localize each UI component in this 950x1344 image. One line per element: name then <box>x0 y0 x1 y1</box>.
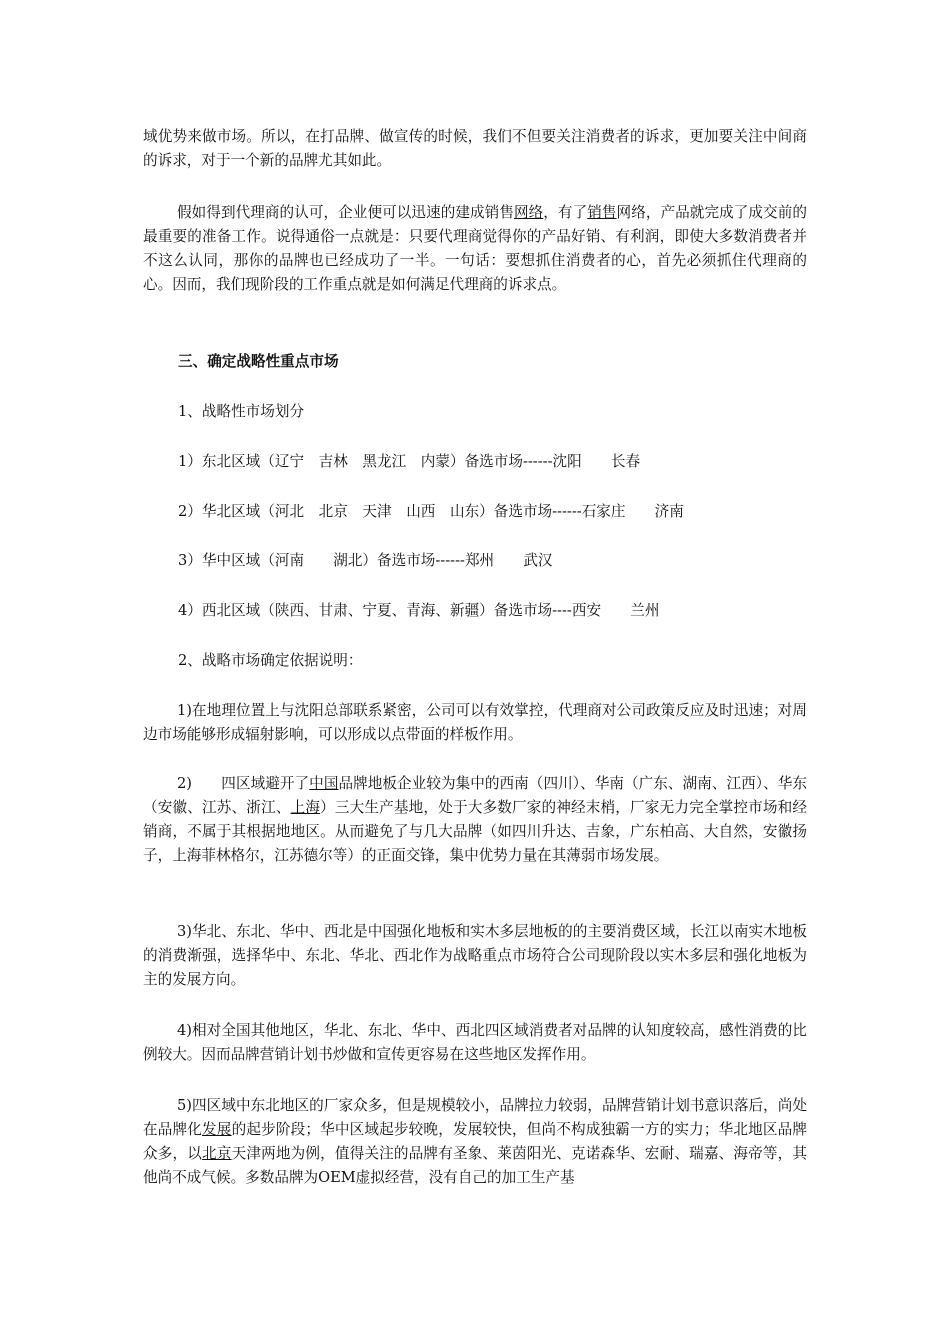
text-segment: 5)四区域中东北地区的厂家众多，但是规模较小，品牌拉力较弱，品牌营销计划书意识落后，尚处在品牌化 <box>143 1097 807 1138</box>
link-development[interactable]: 发展 <box>202 1121 232 1138</box>
link-shanghai[interactable]: 上海 <box>290 799 321 816</box>
basis-item-1: 1)在地理位置上与沈阳总部联系紧密，公司可以有效掌控，代理商对公司政策反应及时迅速；对周边市场能够形成辐射影响，可以形成以点带面的样板作用。 <box>143 702 807 743</box>
text-segment: 2) 四区域避开了 <box>177 775 310 792</box>
link-china[interactable]: 中国 <box>309 775 339 792</box>
basis-item-2 <box>143 772 807 868</box>
link-network[interactable]: 网络 <box>513 204 544 221</box>
text-segment: 的起步阶段；华中区域起步较晚，发展较快，但尚不构成独霸一方的实力；华北地区品牌众多，以 <box>143 1121 807 1162</box>
paragraph-agent-recognition <box>143 201 807 297</box>
subheading-basis: 2、战略市场确定依据说明： <box>178 652 363 669</box>
region-central: 3）华中区域（河南 湖北）备选市场------郑州 武汉 <box>178 552 553 569</box>
region-north: 2）华北区域（河北 北京 天津 山西 山东）备选市场------石家庄 济南 <box>178 503 684 520</box>
region-northwest: 4）西北区域（陕西、甘肃、宁夏、青海、新疆）备选市场----西安 兰州 <box>178 602 660 619</box>
text-segment: ，有了 <box>543 204 588 221</box>
region-northeast: 1）东北区域（辽宁 吉林 黑龙江 内蒙）备选市场------沈阳 长春 <box>178 453 641 470</box>
paragraph-continuation: 域优势来做市场。所以，在打品牌、做宣传的时候，我们不但要关注消费者的诉求，更加要关注中间商的诉求，对于一个新的品牌尤其如此。 <box>143 128 807 169</box>
text-segment: 假如得到代理商的认可，企业便可以迅速的建成销售 <box>177 204 514 221</box>
text-segment: 品牌地板企业较为集中的西南（四川）、华南（广东、湖南、江西）、华东（安徽、江苏、浙江、 <box>143 775 808 816</box>
subheading-market-division: 1、战略性市场划分 <box>178 403 305 420</box>
basis-item-3: 3)华北、东北、华中、西北是中国强化地板和实木多层地板的的主要消费区域，长江以南实木地板的消费渐强，选择华中、东北、华北、西北作为战略重点市场符合公司现阶段以实木多层和强化地板为主的发展方向。 <box>143 923 807 988</box>
basis-item-5 <box>143 1094 807 1190</box>
basis-item-4: 4)相对全国其他地区，华北、东北、华中、西北四区域消费者对品牌的认知度较高，感性消费的比例较大。因而品牌营销计划书炒做和宣传更容易在这些地区发挥作用。 <box>143 1022 807 1063</box>
link-beijing[interactable]: 北京 <box>202 1145 232 1162</box>
section-heading: 三、确定战略性重点市场 <box>178 353 339 370</box>
text-segment: ）三大生产基地，处于大多数厂家的神经末梢，厂家无力完全掌控市场和经销商，不属于其根据地地区。从而避免了与几大品牌（如四川升达、吉象，广东柏高、大自然，安徽扬子，上海菲林格尔，江苏德尔等）的正面交锋，集中优势力量在其薄弱市场发展。 <box>143 799 807 864</box>
text-segment: 天津两地为例，值得关注的品牌有圣象、莱茵阳光、克诺森华、宏耐、瑞嘉、海帝等，其他尚不成气候。多数品牌为OEM虚拟经营，没有自己的加工生产基 <box>143 1145 807 1186</box>
text-segment: 网络，产品就完成了成交前的最重要的准备工作。说得通俗一点就是：只要代理商觉得你的产品好销、有利润，即使大多数消费者并不这么认同，那你的品牌也已经成功了一半。一句话：要想抓住消费者的心，首先必须抓住代理商的心。因而，我们现阶段的工作重点就是如何满足代理商的诉求点。 <box>143 204 807 293</box>
link-sales[interactable]: 销售 <box>587 204 617 221</box>
